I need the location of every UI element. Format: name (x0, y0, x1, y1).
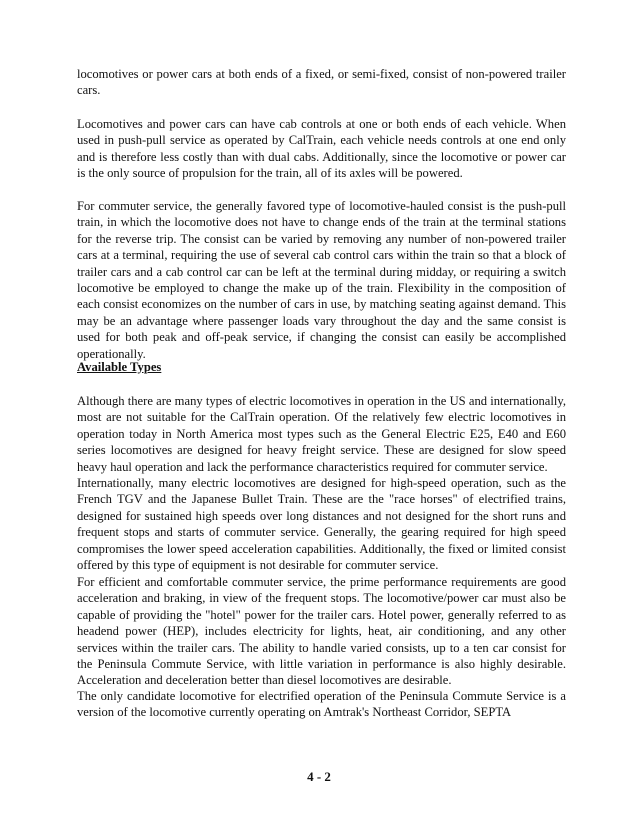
section-heading: Available Types (77, 360, 162, 374)
page-number: 4 - 2 (307, 769, 331, 784)
paragraph-2: Locomotives and power cars can have cab controls at one or both ends of each vehicle. When used in push-pull service as operated by CalTrain, each vehicle needs controls at one end only and is therefore less costly than with dual cabs. Additionally, since the locomotive or power car is the only source of propulsion for the train, all of its axles will be powered. (77, 117, 566, 181)
paragraph-4: Although there are many types of electric locomotives in operation in the US and internationally, most are not suitable for the CalTrain operation. Of the relatively few electric locomotives in operation today in North America most types such as the General Electric E25, E40 and E60 series locomotives are designed for heavy freight service. These are designed for slow speed heavy haul operation and lack the performance characteristics required for commuter service. (77, 394, 566, 474)
paragraph-7: The only candidate locomotive for electrified operation of the Peninsula Commute Service is a version of the locomotive currently operating on Amtrak's Northeast Corridor, SEPTA (77, 689, 566, 720)
paragraph-5: Internationally, many electric locomotives are designed for high-speed operation, such as the French TGV and the Japanese Bullet Train. These are the "race horses" of electrified trains, designed for sustained high speeds over long distances and not designed for the short runs and frequent stops and starts of commuter service. Generally, the gearing required for high speed compromises the lower speed acceleration capabilities. Additionally, the fixed or limited consist offered by this type of equipment is not desirable for commuter service. (77, 476, 566, 573)
paragraph-6: For efficient and comfortable commuter service, the prime performance requirements are good acceleration and braking, in view of the frequent stops. The locomotive/power car must also be capable of providing the "hotel" power for the trailer cars. Hotel power, generally referred to as headend power (HEP), includes electricity for lights, heat, air conditioning, and any other services within the trailer cars. The ability to handle varied consists, up to a ten car consist for the Peninsula Commute Service, with little variation in performance is also highly desirable. Acceleration and deceleration better than diesel locomotives are desirable. (77, 575, 566, 688)
paragraph-1: locomotives or power cars at both ends of a fixed, or semi-fixed, consist of non-powered trailer cars. (77, 67, 566, 98)
paragraph-3: For commuter service, the generally favored type of locomotive-hauled consist is the push-pull train, in which the locomotive does not have to change ends of the train at the terminal stations for the reverse trip. The consist can be varied by removing any number of non-powered trailer cars at a terminal, requiring the use of several cab control cars within the train so that a block of trailer cars and a cab control car can be left at the terminal during midday, or requiring a switch locomotive be employed to change the make up of the train. Flexibility in the composition of each consist economizes on the number of cars in use, by matching seating against demand. This may be an advantage where passenger loads vary throughout the day and the same consist is used for both peak and off-peak service, if changing the consist can easily be accomplished operationally. (77, 199, 566, 361)
